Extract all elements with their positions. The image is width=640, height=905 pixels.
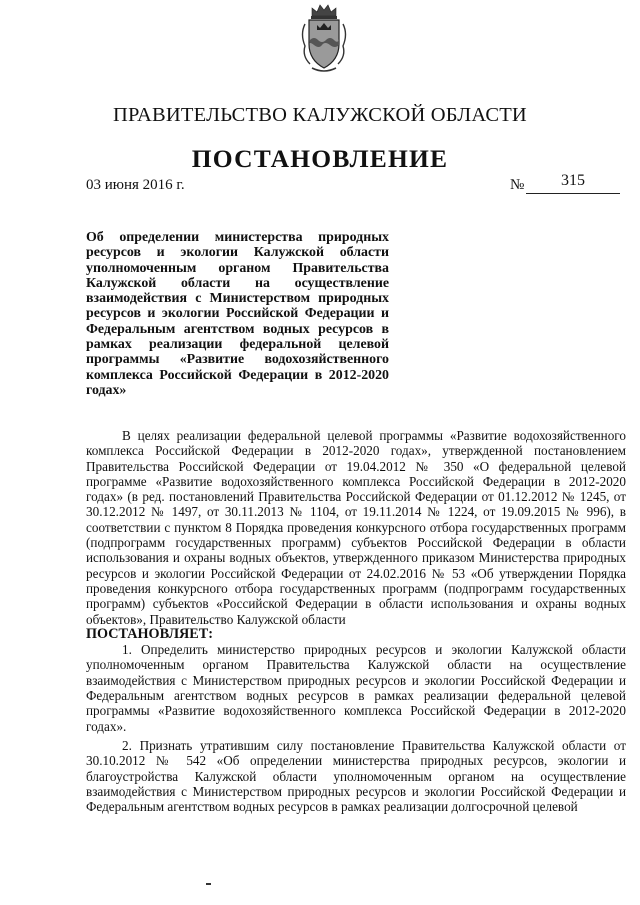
number-sign: № xyxy=(510,177,525,193)
government-title: ПРАВИТЕЛЬСТВО КАЛУЖСКОЙ ОБЛАСТИ xyxy=(113,104,527,126)
item-2-paragraph: 2. Признать утратившим силу постановление Правительства Калужской области от 30.10.2012 № 542 «Об определении министерства природных ресурсов, экологии и благоустройства Калужской области уполномоченным органом на осуществление взаимодействия с Министерством природных ресурсов и экологии Российской Федерации и Федеральным агентством водных ресурсов в рамках реализации долгосрочной целевой xyxy=(86,737,626,815)
item-1-paragraph: 1. Определить министерство природных ресурсов и экологии Калужской области уполномоченным органом Правительства Калужской области на осуществление взаимодействия с Министерством природных ресурсов и экологии Российской Федерации и Федеральным агентством водных ресурсов в рамках реализации федеральной целевой программы «Развитие водохозяйственного комплекса Российской Федерации в 2012-2020 годах». xyxy=(86,642,626,734)
number-underline xyxy=(526,193,620,194)
document-type-title: ПОСТАНОВЛЕНИЕ xyxy=(191,144,449,173)
preamble-paragraph: В целях реализации федеральной целевой программы «Развитие водохозяйственного комплекса Российской Федерации в 2012-2020 годах», утвержденной постановлением Правительства Российской Федерации от 19.04.2012 № 350 «О федеральной целевой программе «Развитие водохозяйственного комплекса Российской Федерации в 2012-2020 годах» (в ред. постановлений Правительства Российской Федерации от 01.12.2012 № 1245, от 30.12.2012 № 1497, от 30.11.2013 № 1104, от 19.11.2014 № 1224, от 19.09.2015 № 996), в соответствии с пунктом 8 Порядка проведения конкурсного отбора государственных программ (подпрограмм государственных программ) субъектов Российской Федерации в области использования и охраны водных объектов, утвержденного приказом Министерства природных ресурсов и экологии Российской Федерации от 24.02.2016 № 53 «Об утверждении Порядка проведения конкурсного отбора государственных программ (подпрограмм государственных программ) субъектов «Российской Федерации в области использования и охраны водных объектов», Правительство Калужской области xyxy=(86,428,626,627)
document-date: 03 июня 2016 г. xyxy=(86,177,185,193)
document-subject: Об определении министерства природных ресурсов и экологии Калужской области уполномоченным органом Правительства Калужской области на осуществление взаимодействия с Министерством природных ресурсов и экологии Российской Федерации и Федеральным агентством водных ресурсов в рамках реализации федеральной целевой программы «Развитие водохозяйственного комплекса Российской Федерации в 2012-2020 годах» xyxy=(86,230,389,398)
document-body xyxy=(86,428,626,814)
coat-of-arms-icon xyxy=(296,2,352,76)
decree-heading: ПОСТАНОВЛЯЕТ: xyxy=(86,625,213,642)
document-number: 315 xyxy=(561,172,585,189)
scan-speck xyxy=(206,883,211,885)
